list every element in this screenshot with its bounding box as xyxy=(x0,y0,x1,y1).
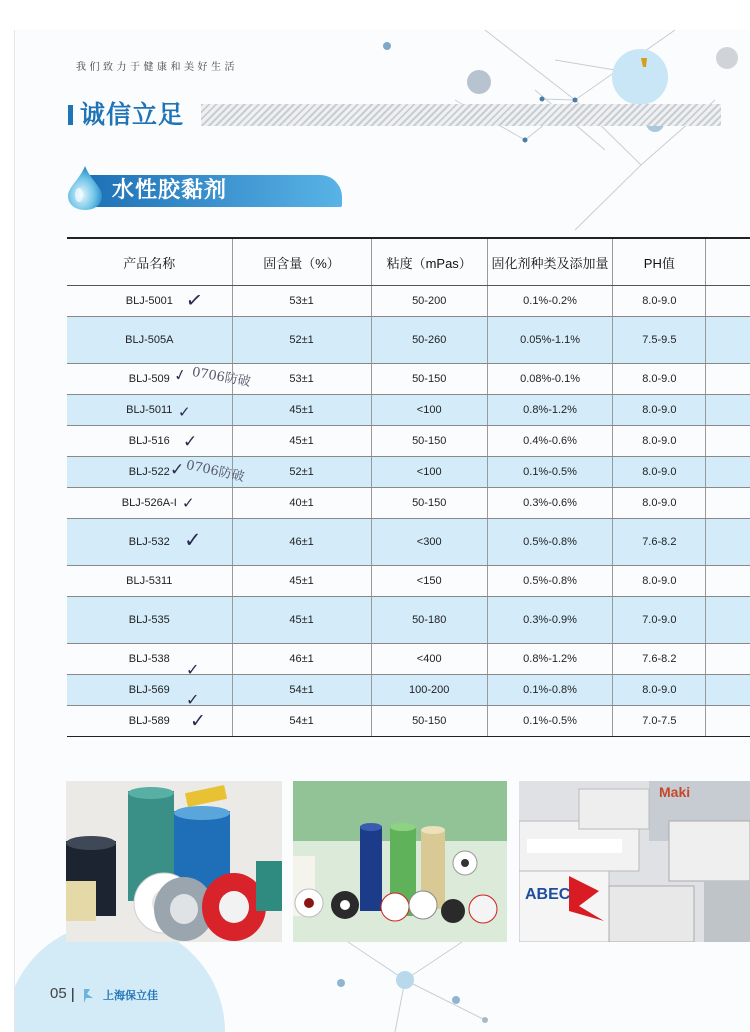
cell-viscosity: 50-260 xyxy=(371,317,487,364)
cell-viscosity: <100 xyxy=(371,457,487,488)
product-photo-tapes xyxy=(66,781,282,942)
table-row xyxy=(67,675,750,706)
subsection-title: 水性胶黏剂 xyxy=(112,178,228,203)
table-row xyxy=(67,364,750,395)
cell-product-name: BLJ-5001 xyxy=(67,286,232,317)
check-mark: ✓ xyxy=(170,460,185,480)
cell-ph: 7.6-8.2 xyxy=(613,519,706,566)
cell-ph: 8.0-9.0 xyxy=(613,286,706,317)
cell-curing-agent: 0.1%-0.2% xyxy=(487,286,612,317)
cell-ph: 8.0-9.0 xyxy=(613,364,706,395)
cell-ph: 8.0-9.0 xyxy=(613,488,706,519)
section-title: 诚信立足 xyxy=(80,100,185,129)
cell-viscosity: <150 xyxy=(371,566,487,597)
cell-ph: 8.0-9.0 xyxy=(613,675,706,706)
cell-extra xyxy=(706,364,750,395)
cell-product-name: BLJ-5311 xyxy=(67,566,232,597)
table-row xyxy=(67,286,750,317)
check-mark: ✓ xyxy=(186,690,200,709)
handwritten-note: 0706防破 xyxy=(190,364,252,390)
table-header-row xyxy=(67,238,750,286)
cell-viscosity: 50-150 xyxy=(371,488,487,519)
header-viscosity: 粘度（mPas） xyxy=(371,238,487,286)
slogan: 我们致力于健康和美好生活 xyxy=(76,62,238,73)
cell-extra xyxy=(706,488,750,519)
cell-viscosity: 50-180 xyxy=(371,597,487,644)
cell-solid-content: 46±1 xyxy=(232,644,371,675)
cell-extra xyxy=(706,317,750,364)
cell-curing-agent: 0.08%-0.1% xyxy=(487,364,612,395)
check-mark: ✓ xyxy=(184,286,205,314)
company-name: 上海保立佳 xyxy=(103,989,158,1002)
cell-ph: 8.0-9.0 xyxy=(613,395,706,426)
cell-extra xyxy=(706,395,750,426)
cell-solid-content: 45±1 xyxy=(232,395,371,426)
table-row xyxy=(67,519,750,566)
cell-ph: 7.6-8.2 xyxy=(613,644,706,675)
product-photo-protective-film xyxy=(519,781,750,942)
cell-product-name: BLJ-509 xyxy=(67,364,232,395)
cell-extra xyxy=(706,286,750,317)
cell-curing-agent: 0.1%-0.5% xyxy=(487,457,612,488)
cell-solid-content: 45±1 xyxy=(232,566,371,597)
cell-product-name: BLJ-589 xyxy=(67,706,232,737)
product-photo-rolls xyxy=(293,781,507,942)
cell-product-name: BLJ-535 xyxy=(67,597,232,644)
cell-extra xyxy=(706,644,750,675)
table-row xyxy=(67,395,750,426)
handwritten-note: 0706防破 xyxy=(184,457,246,485)
brand-label-maki: Maki xyxy=(659,784,691,800)
title-accent-bar xyxy=(68,105,73,125)
cell-solid-content: 52±1 xyxy=(232,457,371,488)
table-row xyxy=(67,566,750,597)
cell-extra xyxy=(706,675,750,706)
table-row xyxy=(67,706,750,737)
cell-viscosity: 100-200 xyxy=(371,675,487,706)
cell-curing-agent: 0.1%-0.8% xyxy=(487,675,612,706)
cell-curing-agent: 0.5%-0.8% xyxy=(487,566,612,597)
cell-product-name: BLJ-532 xyxy=(67,519,232,566)
cell-curing-agent: 0.3%-0.9% xyxy=(487,597,612,644)
cell-viscosity: 50-200 xyxy=(371,286,487,317)
table-row xyxy=(67,488,750,519)
cell-viscosity: 50-150 xyxy=(371,426,487,457)
brand-label-abec: ABEC xyxy=(525,886,571,903)
cell-solid-content: 45±1 xyxy=(232,426,371,457)
cell-solid-content: 46±1 xyxy=(232,519,371,566)
footer-separator-icon xyxy=(72,986,100,1004)
cell-product-name: BLJ-538 xyxy=(67,644,232,675)
cell-curing-agent: 0.05%-1.1% xyxy=(487,317,612,364)
cell-solid-content: 53±1 xyxy=(232,364,371,395)
table-row xyxy=(67,317,750,364)
cell-viscosity: 50-150 xyxy=(371,706,487,737)
water-drop-icon xyxy=(66,165,104,211)
cell-product-name: BLJ-522 xyxy=(67,457,232,488)
check-mark: ✓ xyxy=(184,528,202,552)
cell-extra xyxy=(706,566,750,597)
subsection-banner xyxy=(62,165,352,215)
cell-ph: 8.0-9.0 xyxy=(613,566,706,597)
cell-product-name: BLJ-5011 xyxy=(67,395,232,426)
cell-solid-content: 54±1 xyxy=(232,675,371,706)
cell-viscosity: <300 xyxy=(371,519,487,566)
cell-product-name: BLJ-569 xyxy=(67,675,232,706)
cell-solid-content: 45±1 xyxy=(232,597,371,644)
cell-extra xyxy=(706,519,750,566)
cell-solid-content: 53±1 xyxy=(232,286,371,317)
check-mark: ✓ xyxy=(190,710,206,732)
header-solid-content: 固含量（%） xyxy=(232,238,371,286)
cell-curing-agent: 0.3%-0.6% xyxy=(487,488,612,519)
cell-ph: 8.0-9.0 xyxy=(613,457,706,488)
cell-curing-agent: 0.4%-0.6% xyxy=(487,426,612,457)
cell-viscosity: <400 xyxy=(371,644,487,675)
hatched-band xyxy=(201,104,721,126)
cell-product-name: BLJ-505A xyxy=(67,317,232,364)
cell-solid-content: 54±1 xyxy=(232,706,371,737)
check-mark: ✓ xyxy=(178,403,191,421)
cell-curing-agent: 0.8%-1.2% xyxy=(487,644,612,675)
cell-extra xyxy=(706,706,750,737)
header-product-name: 产品名称 xyxy=(67,238,232,286)
cell-curing-agent: 0.1%-0.5% xyxy=(487,706,612,737)
cell-extra xyxy=(706,597,750,644)
table-row xyxy=(67,426,750,457)
table-row xyxy=(67,597,750,644)
section-title-bar xyxy=(68,98,748,132)
cell-ph: 7.5-9.5 xyxy=(613,317,706,364)
check-mark: ✓ xyxy=(182,494,195,512)
cell-curing-agent: 0.5%-0.8% xyxy=(487,519,612,566)
page-number: 05 xyxy=(50,985,67,1002)
check-mark: ✓ xyxy=(186,660,200,679)
cell-viscosity: 50-150 xyxy=(371,364,487,395)
check-mark: ✓ xyxy=(172,364,189,386)
cell-ph: 7.0-7.5 xyxy=(613,706,706,737)
header-curing-agent: 固化剂种类及添加量 xyxy=(487,238,612,286)
cell-product-name: BLJ-516 xyxy=(67,426,232,457)
check-mark: ✓ xyxy=(183,432,198,452)
cell-ph: 8.0-9.0 xyxy=(613,426,706,457)
bottom-decoration xyxy=(15,930,750,1032)
cell-curing-agent: 0.8%-1.2% xyxy=(487,395,612,426)
cell-solid-content: 52±1 xyxy=(232,317,371,364)
header-extra-column xyxy=(706,238,750,286)
cell-extra xyxy=(706,426,750,457)
cell-extra xyxy=(706,457,750,488)
table-row xyxy=(67,644,750,675)
cell-ph: 7.0-9.0 xyxy=(613,597,706,644)
header-ph: PH值 xyxy=(613,238,706,286)
cell-viscosity: <100 xyxy=(371,395,487,426)
cell-solid-content: 40±1 xyxy=(232,488,371,519)
adhesive-spec-table xyxy=(67,237,750,737)
cell-product-name: BLJ-526A-I xyxy=(67,488,232,519)
